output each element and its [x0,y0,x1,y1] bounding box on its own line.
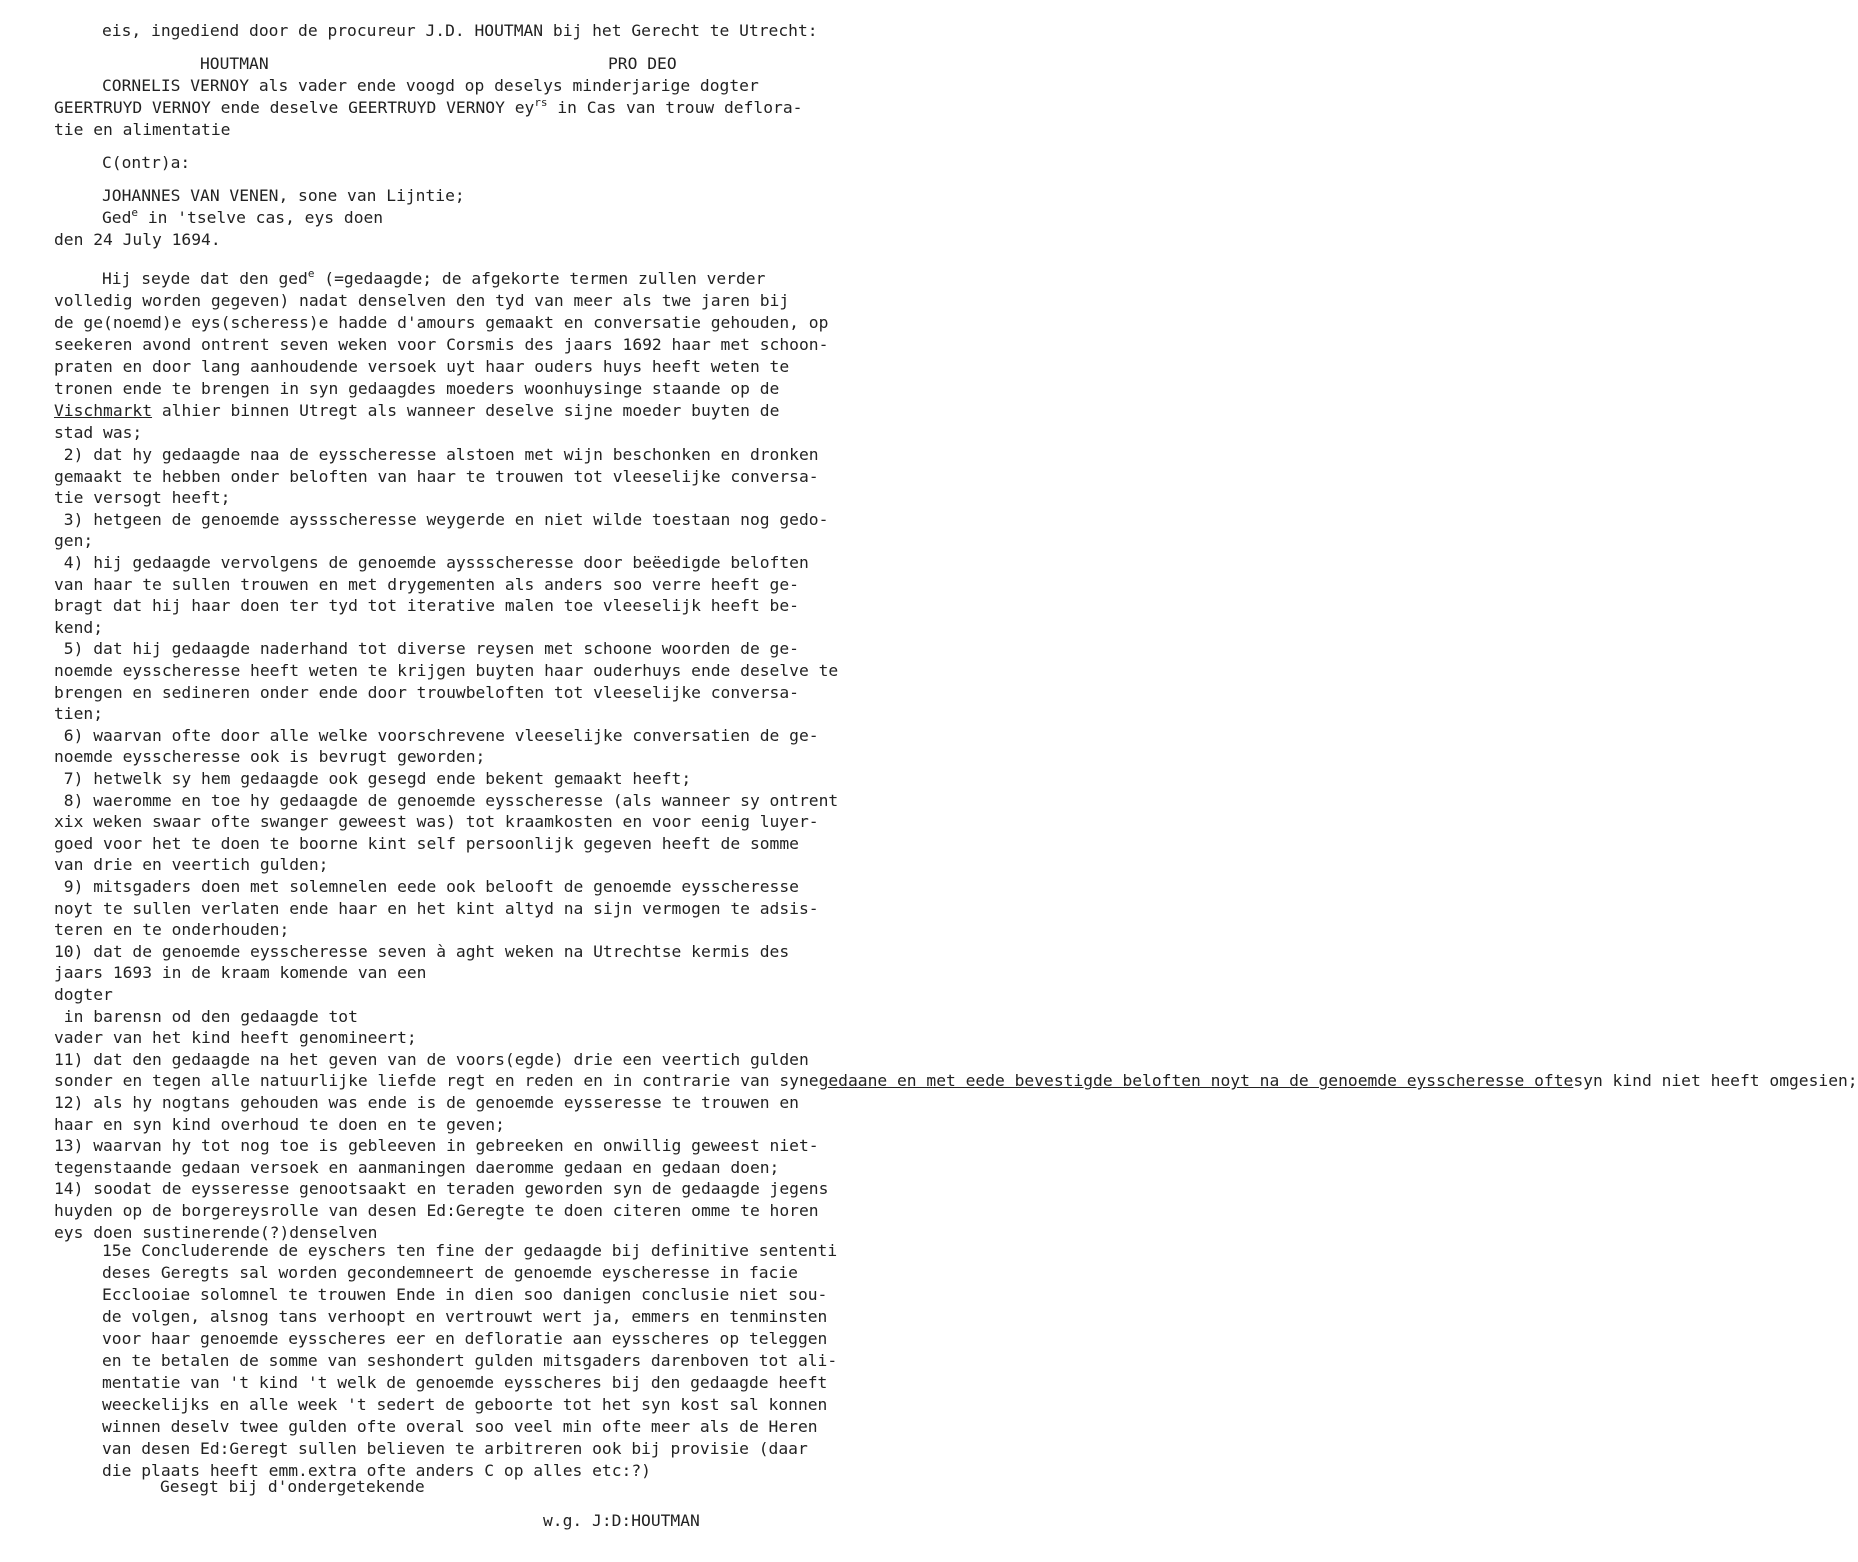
clause-line-text: 11) dat den gedaagde na het geven van de voors(egde) drie een veertich gulden [54,1049,809,1069]
clause-line-text: xix weken swaar ofte swanger geweest was) tot kraamkosten en voor eenig luyer- [54,812,819,832]
underlined-dogter: gedaane en met eede bevestigde beloften noyt na de genoemde eysscheresse ofte [818,1071,1574,1091]
clause-line [54,725,819,747]
conclusion-line-text: van desen Ed:Geregt sullen believen te arbitreren ook bij provisie (daar [102,1439,808,1458]
parties-line-2-text: GEERTRUYD VERNOY ende deselve GEERTRUYD VERNOY ey [54,98,535,117]
conclusion-line-text: voor haar genoemde eysscheres eer en defloratie aan eysscheres op teleggen [102,1329,828,1348]
contra-line-text: C(ontr)a: [102,153,191,172]
parties-line-1 [102,75,759,97]
clause-line-text: 3) hetgeen de genoemde ayssscheresse weygerde en niet wilde toestaan nog gedo- [54,509,829,529]
conclusion-line [102,1328,827,1350]
defendant-line-1 [102,185,465,207]
closing-line [160,1476,425,1498]
clause-line [54,1114,505,1136]
parties-line-3 [54,119,230,141]
clause-line-text: 5) dat hij gedaagde naderhand tot diverse reysen met schoone woorden de ge- [54,639,799,659]
clause-line-text: kend; [54,617,104,637]
clause-line-text: 4) hij gedaagde vervolgens de genoemde ayssscheresse door beëedigde beloften [54,553,809,572]
header-left [200,53,269,75]
opening-line [54,334,828,356]
opening-line [54,400,779,422]
conclusion-line [102,1240,837,1262]
clause-line-text: eys doen sustinerende(?)denselven [54,1222,378,1242]
opening-line [54,290,789,312]
clause-line [54,552,809,574]
clause-line-text: tie versogt heeft; [54,488,231,508]
opening-line-text: volledig worden gegeven) nadat denselven den tyd van meer als twe jaren bij [54,291,790,310]
clause-line [54,790,838,812]
opening-line-text: alhier binnen Utregt als wanneer deselve sijne moeder buyten de [152,401,780,420]
conclusion-line-text: die plaats heeft emm.extra ofte anders C op alles etc:?) [102,1461,651,1480]
clause-line-text: gen; [54,531,94,551]
intro-line [102,20,818,42]
conclusion-line-text: Ecclooiae solomnel te trouwen Ende in dien soo danigen conclusie niet sou- [102,1285,828,1304]
clause-line-text: huyden op de borgereysrolle van desen Ed:Geregte te doen citeren omme te horen [54,1201,819,1220]
clause-line [54,941,789,963]
opening-line [102,268,765,290]
clause-line [54,595,799,617]
clause-line [54,1006,358,1028]
defendant-line-3 [54,229,221,251]
conclusion-line [102,1416,818,1438]
clause-line [54,617,103,639]
closing-line-text: Gesegt bij d'ondergetekende [160,1477,425,1496]
contra-line [102,152,190,174]
clause-line [54,574,799,596]
parties-line-3-text: tie en alimentatie [54,120,231,139]
conclusion-line [102,1438,808,1460]
defendant-line-1-text: JOHANNES VAN VENEN, sone van Lijntie; [102,186,465,205]
header-right [608,53,677,75]
parties-line-2 [54,97,802,119]
clause-line-text: 12) als hy nogtans gehouden was ende is de genoemde eysseresse te trouwen en [54,1093,799,1112]
clause-line-text: bragt dat hij haar doen ter tyd tot iterative malen toe vleeselijk heeft be- [54,596,799,616]
clause-line-text: brengen en sedineren onder ende door trouwbeloften tot vleeselijke conversa- [54,682,799,702]
defendant-line-3-text: den 24 July 1694. [54,230,221,249]
conclusion-line-text: mentatie van 't kind 't welk de genoemde eysscheres bij den gedaagde heeft [102,1373,828,1392]
clause-line-text: haar en syn kind overhoud te doen en te geven; [54,1114,505,1134]
conclusion-line-text: de volgen, alsnog tans verhoopt en vertrouwt wert ja, emmers en tenminsten [102,1307,828,1326]
clause-line [54,919,289,941]
clause-line [54,703,103,725]
clause-line [54,746,485,768]
opening-line-text: (=gedaagde; de afgekorte termen zullen verder [314,269,766,288]
clause-line-text: dogter [54,985,113,1004]
clause-line [54,530,93,552]
clause-line [54,682,799,704]
opening-line-text: Hij seyde dat den ged [102,269,308,288]
clause-line-text: 9) mitsgaders doen met solemnelen eede ook belooft de genoemde eysscheresse [54,877,799,896]
clause-line [54,854,328,876]
conclusion-line [102,1394,827,1416]
parties-line-2-text: in Cas van trouw deflora- [547,98,803,117]
opening-line-text: seekeren avond ontrent seven weken voor Corsmis des jaars 1692 haar met schoon- [54,335,829,354]
clause-line [54,660,838,682]
clause-line [54,487,230,509]
clause-line [54,962,436,984]
clause-line [54,638,799,660]
conclusion-line [102,1372,827,1394]
opening-line [54,422,142,444]
clause-line [54,1157,779,1179]
clause-line [54,1178,828,1200]
conclusion-line [102,1262,798,1284]
clause-line-text: noemde eysscheresse heeft weten te krijgen buyten haar ouderhuys ende deselve te [54,661,839,680]
defendant-line-2-text: in 'tselve cas, eys doen [138,208,384,227]
header-left-text: HOUTMAN [200,54,269,73]
clause-line-text: vader van het kind heeft genomineert; [54,1028,417,1048]
conclusion-line [102,1284,827,1306]
clause-line [54,1027,417,1049]
clause-line-text: gemaakt te hebben onder beloften van haar te trouwen tot vleeselijke conversa- [54,466,819,486]
conclusion-line-text: deses Geregts sal worden gecondemneert de genoemde eyscheresse in facie [102,1263,798,1282]
conclusion-line-text: winnen deselv twee gulden ofte overal soo veel min ofte meer als de Heren [102,1417,818,1436]
clause-line [54,509,828,531]
clause-line [54,876,799,898]
intro-line-text: eis, ingediend door de procureur J.D. HOUTMAN bij het Gerecht te Utrecht: [102,21,818,40]
clause-line-text: goed voor het te doen te boorne kint self persoonlijk gegeven heeft de somme [54,833,799,853]
opening-line [54,378,779,400]
conclusion-line-text: 15e Concluderende de eyschers ten fine der gedaagde bij definitive sententi [102,1241,838,1260]
clause-line-text: syn kind niet heeft omgesien; [1573,1071,1858,1091]
header-right-text: PRO DEO [608,54,677,73]
clause-line [54,1049,809,1071]
clause-line [54,466,819,488]
defendant-line-2 [102,207,383,229]
conclusion-line [102,1350,837,1372]
signature-line [543,1510,700,1532]
clause-line [54,811,819,833]
parties-line-1-text: CORNELIS VERNOY als vader ende voogd op deselys minderjarige dogter [102,76,759,95]
clause-line-text: in barensn od den gedaagde tot [54,1006,358,1026]
opening-line-text: praten en door lang aanhoudende versoek uyt haar ouders huys heeft weten te [54,357,790,376]
clause-line-text: 7) hetwelk sy hem gedaagde ook gesegd ende bekent gemaakt heeft; [54,769,692,788]
clause-line-text: 14) soodat de eysseresse genootsaakt en teraden geworden syn de gedaagde jegens [54,1179,829,1199]
clause-line-text: van haar te sullen trouwen en met drygementen als anders soo verre heeft ge- [54,574,799,594]
clause-line [54,833,799,855]
opening-line-text: de ge(noemd)e eys(scheress)e hadde d'amours gemaakt en conversatie gehouden, op [54,313,829,332]
clause-line-text: noyt te sullen verlaten ende haar en het kint altyd na sijn vermogen te adsis- [54,898,819,918]
signature-line-text: w.g. J:D:HOUTMAN [543,1511,700,1530]
clause-line-text: 13) waarvan hy tot nog toe is gebleeven in gebreeken en onwillig geweest niet- [54,1136,819,1156]
clause-line [54,1200,819,1222]
clause-line [54,768,691,790]
clause-line-text: tegenstaande gedaan versoek en aanmaningen daeromme gedaan en gedaan doen; [54,1157,780,1177]
clause-line-text: van drie en veertich gulden; [54,855,329,875]
opening-line-text: tronen ende te brengen in syn gedaagdes moeders woonhuysinge staande op de [54,379,780,398]
clause-line-text: 6) waarvan ofte door alle welke voorschrevene vleeselijke conversatien de ge- [54,725,819,745]
clause-line [54,984,113,1006]
superscript-e: e [131,206,139,219]
opening-line [54,312,828,334]
clause-line-text: tien; [54,704,104,724]
opening-line-text: stad was; [54,423,143,442]
clause-line-text: 2) dat hy gedaagde naa de eysscheresse alstoen met wijn beschonken en dronken [54,445,819,464]
clause-line [54,1092,799,1114]
conclusion-line [102,1306,827,1328]
clause-line [54,1070,1858,1092]
clause-line-text: jaars 1693 in de kraam komende van een [54,963,437,983]
superscript-e: e [307,267,315,280]
conclusion-line-text: weeckelijks en alle week 't sedert de geboorte tot het syn kost sal konnen [102,1395,828,1414]
clause-line-text: teren en te onderhouden; [54,920,290,940]
clause-line-text: noemde eysscheresse ook is bevrugt geworden; [54,747,486,767]
opening-line [54,356,789,378]
conclusion-line-text: en te betalen de somme van seshondert gulden mitsgaders darenboven tot ali- [102,1351,838,1370]
clause-line-text: 8) waeromme en toe hy gedaagde de genoemde eysscheresse (als wanneer sy ontrent [54,790,839,810]
clause-line [54,1135,819,1157]
underlined-vischmarkt: Vischmarkt [54,401,153,420]
superscript-rs: rs [534,96,548,109]
clause-line [54,898,819,920]
clause-line-text: 10) dat de genoemde eysscheresse seven à aght weken na Utrechtse kermis des [54,941,790,961]
clause-line [54,444,819,466]
defendant-line-2-text: Ged [102,208,132,227]
clause-line-text: sonder en tegen alle natuurlijke liefde regt en reden en in contrarie van syne [54,1071,819,1091]
